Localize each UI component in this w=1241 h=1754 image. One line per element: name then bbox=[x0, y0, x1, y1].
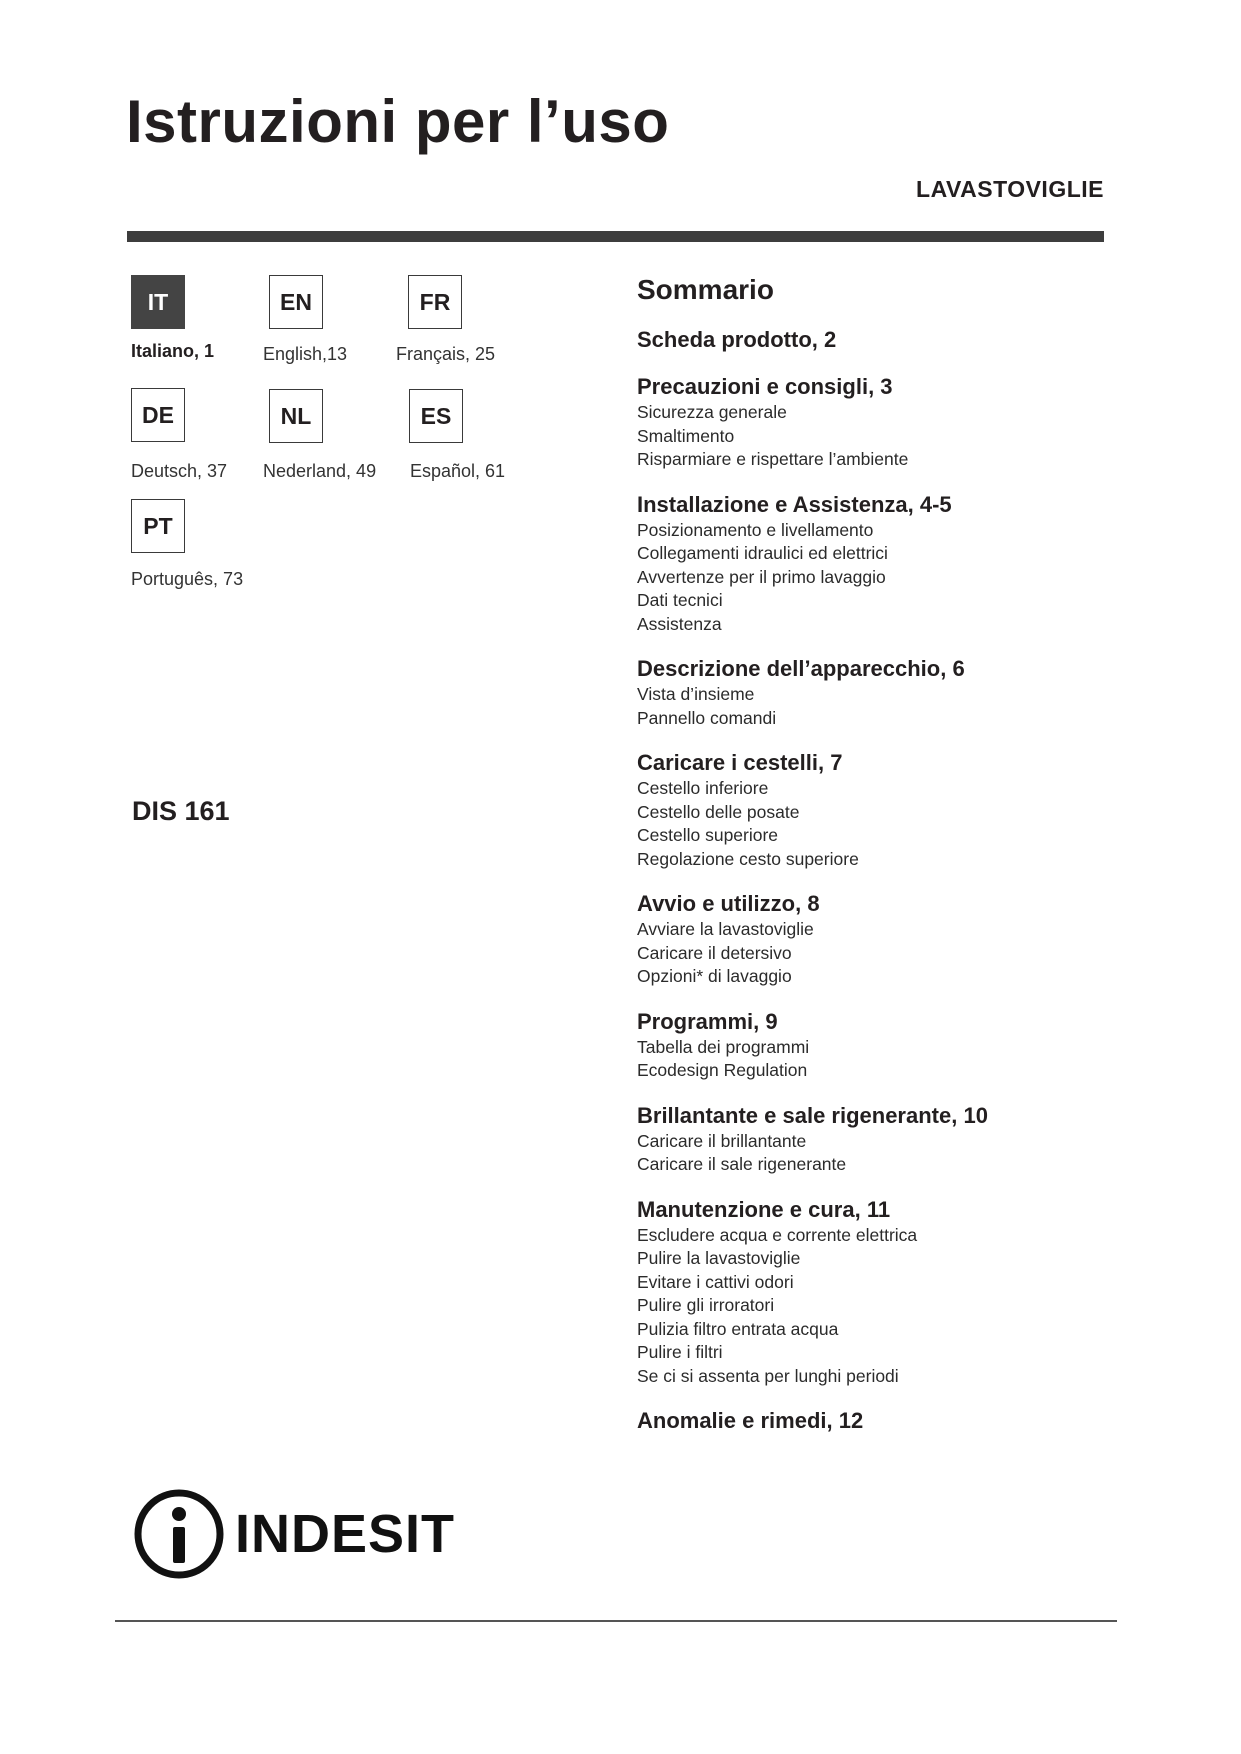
toc-item[interactable]: Regolazione cesto superiore bbox=[637, 848, 859, 869]
toc-section bbox=[637, 491, 1097, 637]
lang-button-en[interactable] bbox=[269, 275, 323, 329]
lang-button-fr[interactable] bbox=[408, 275, 462, 329]
toc-section-title[interactable]: Manutenzione e cura, 11 bbox=[637, 1196, 891, 1222]
toc-item[interactable]: Collegamenti idraulici ed elettrici bbox=[637, 543, 888, 563]
toc-section-title[interactable]: Brillantante e sale rigenerante, 10 bbox=[637, 1102, 988, 1128]
lang-label-de[interactable]: Deutsch, 37 bbox=[131, 461, 228, 481]
lang-button-it[interactable] bbox=[131, 275, 185, 329]
toc-item[interactable]: Cestello inferiore bbox=[637, 778, 769, 798]
toc-item[interactable]: Pulire la lavastoviglie bbox=[637, 1248, 801, 1268]
toc-item[interactable]: Caricare il sale rigenerante bbox=[637, 1154, 847, 1174]
toc-section bbox=[637, 655, 1097, 730]
lang-button-es[interactable] bbox=[409, 389, 463, 443]
toc-item[interactable]: Pulire i filtri bbox=[637, 1342, 723, 1362]
toc-item[interactable]: Smaltimento bbox=[637, 425, 735, 446]
toc-item[interactable]: Ecodesign Regulation bbox=[637, 1060, 808, 1080]
lang-button-nl[interactable] bbox=[269, 389, 323, 443]
toc-section-title[interactable]: Programmi, 9 bbox=[637, 1008, 778, 1034]
toc-section-title[interactable]: Avvio e utilizzo, 8 bbox=[637, 891, 820, 916]
toc-section bbox=[637, 1008, 1097, 1083]
toc-section bbox=[637, 890, 1097, 989]
toc-item[interactable]: Risparmiare e rispettare l’ambiente bbox=[637, 449, 909, 469]
toc-item[interactable]: Sicurezza generale bbox=[637, 402, 787, 422]
toc-item[interactable]: Dati tecnici bbox=[637, 590, 723, 610]
toc-heading: Sommario bbox=[637, 274, 774, 305]
toc-item[interactable]: Cestello superiore bbox=[637, 825, 779, 845]
toc-item[interactable]: Pannello comandi bbox=[637, 707, 777, 728]
toc-section-title[interactable]: Descrizione dell’apparecchio, 6 bbox=[637, 656, 965, 681]
table-of-contents bbox=[637, 326, 1097, 1454]
lang-label-nl[interactable]: Nederland, 49 bbox=[263, 461, 377, 481]
toc-item[interactable]: Pulire gli irroratori bbox=[637, 1295, 775, 1315]
info-circle-icon bbox=[133, 1488, 225, 1580]
toc-item[interactable]: Opzioni* di lavaggio bbox=[637, 966, 792, 986]
lang-label-pt[interactable]: Português, 73 bbox=[131, 569, 244, 589]
toc-item[interactable]: Vista d’insieme bbox=[637, 684, 755, 704]
toc-item[interactable]: Cestello delle posate bbox=[637, 801, 800, 822]
lang-code: DE bbox=[142, 401, 174, 428]
toc-item[interactable]: Pulizia filtro entrata acqua bbox=[637, 1318, 839, 1339]
toc-item[interactable]: Evitare i cattivi odori bbox=[637, 1271, 794, 1292]
lang-label-fr[interactable]: Français, 25 bbox=[396, 344, 496, 364]
brand-wordmark: INDESIT bbox=[235, 1504, 456, 1564]
toc-section-title[interactable]: Installazione e Assistenza, 4-5 bbox=[637, 491, 952, 517]
toc-section bbox=[637, 749, 1097, 871]
toc-item[interactable]: Avvertenze per il primo lavaggio bbox=[637, 566, 886, 587]
lang-code: ES bbox=[420, 402, 452, 429]
toc-section-title[interactable]: Anomalie e rimedi, 12 bbox=[637, 1408, 864, 1433]
toc-item[interactable]: Caricare il detersivo bbox=[637, 942, 792, 963]
lang-code: IT bbox=[147, 288, 169, 315]
toc-section bbox=[637, 1407, 1097, 1435]
toc-item[interactable]: Caricare il brillantante bbox=[637, 1130, 807, 1151]
lang-button-pt[interactable] bbox=[131, 499, 185, 553]
toc-section-title[interactable]: Scheda prodotto, 2 bbox=[637, 327, 837, 352]
toc-section bbox=[637, 326, 1097, 354]
lang-label-es[interactable]: Español, 61 bbox=[410, 461, 506, 481]
model-number: DIS 161 bbox=[132, 796, 230, 826]
lang-code: EN bbox=[280, 288, 312, 315]
lang-code: FR bbox=[419, 288, 451, 315]
toc-section bbox=[637, 1102, 1097, 1177]
footer-divider bbox=[115, 1620, 1117, 1622]
lang-label-en[interactable]: English,13 bbox=[263, 344, 348, 364]
toc-item[interactable]: Assistenza bbox=[637, 613, 722, 634]
toc-item[interactable]: Avviare la lavastoviglie bbox=[637, 919, 814, 939]
header-divider bbox=[127, 231, 1104, 242]
toc-section-title[interactable]: Precauzioni e consigli, 3 bbox=[637, 374, 893, 399]
lang-button-de[interactable] bbox=[131, 388, 185, 442]
toc-item[interactable]: Tabella dei programmi bbox=[637, 1036, 810, 1057]
page-title: Istruzioni per l’uso bbox=[126, 88, 670, 155]
toc-item[interactable]: Se ci si assenta per lunghi periodi bbox=[637, 1365, 899, 1386]
product-category: LAVASTOVIGLIE bbox=[916, 176, 1104, 202]
toc-item[interactable]: Posizionamento e livellamento bbox=[637, 519, 874, 540]
toc-section bbox=[637, 373, 1097, 472]
lang-code: PT bbox=[143, 512, 173, 539]
lang-code: NL bbox=[280, 402, 312, 429]
toc-section-title[interactable]: Caricare i cestelli, 7 bbox=[637, 750, 843, 775]
lang-label-it[interactable]: Italiano, 1 bbox=[131, 341, 215, 361]
brand-logo bbox=[133, 1488, 455, 1580]
toc-item[interactable]: Escludere acqua e corrente elettrica bbox=[637, 1224, 918, 1245]
toc-section bbox=[637, 1196, 1097, 1389]
